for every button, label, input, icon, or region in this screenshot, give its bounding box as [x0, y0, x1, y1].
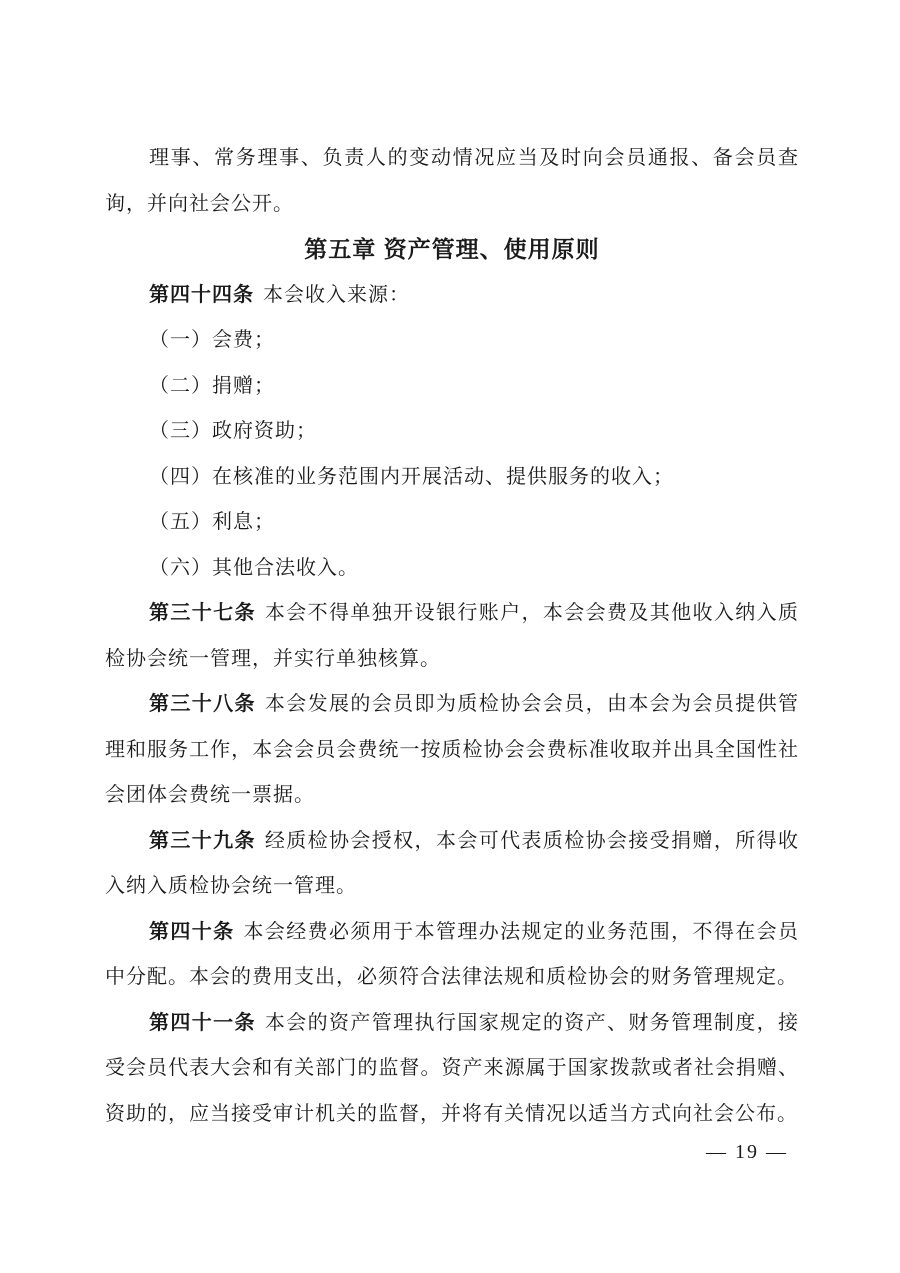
- income-item-1: （一）会费；: [149, 329, 275, 351]
- article-41-text: 本会的资产管理执行国家规定的资产、财务管理制度，接受会员代表大会和有关部门的监督。资产来源属于国家拨款或者社会捐赠、资助的，应当接受审计机关的监督，并将有关情况以适当方式向社会公布。: [105, 1011, 800, 1125]
- income-item-5: （五）利息；: [149, 511, 275, 533]
- paragraph-intro: 理事、常务理事、负责人的变动情况应当及时向会员通报、备会员查询，并向社会公开。: [105, 147, 799, 215]
- article-44-label: 第四十四条: [149, 283, 254, 306]
- chapter-heading: 第五章 资产管理、使用原则: [304, 236, 600, 262]
- article-40-label: 第四十条: [149, 920, 235, 943]
- article-39: [105, 819, 799, 910]
- article-37-label: 第三十七条: [149, 602, 256, 624]
- page-number: — 19 —: [706, 1141, 788, 1163]
- income-item-2: （二）捐赠；: [149, 374, 275, 397]
- document-content: [105, 136, 799, 1137]
- article-38-text: 本会发展的会员即为质检协会会员，由本会为会员提供管理和服务工作，本会会员会费统一按质检协会会费标准收取并出具全国性社会团体会费统一票据。: [105, 693, 800, 806]
- article-37-text: 本会不得单独开设银行账户，本会会费及其他收入纳入质检协会统一管理，并实行单独核算。: [105, 602, 800, 670]
- article-38: [105, 682, 799, 819]
- article-44: [105, 273, 799, 319]
- article-40-text: 本会经费必须用于本管理办法规定的业务范围，不得在会员中分配。本会的费用支出，必须符合法律法规和质检协会的财务管理规定。: [105, 920, 800, 988]
- article-41-label: 第四十一条: [149, 1011, 256, 1034]
- article-39-label: 第三十九条: [149, 829, 256, 852]
- article-41: [105, 1001, 799, 1138]
- article-44-text: 本会收入来源：: [263, 283, 410, 306]
- income-item-6: （六）其他合法收入。: [149, 556, 359, 579]
- article-39-text: 经质检协会授权，本会可代表质检协会接受捐赠，所得收入纳入质检协会统一管理。: [105, 829, 800, 897]
- article-38-label: 第三十八条: [149, 693, 256, 715]
- income-item-3: （三）政府资助；: [149, 420, 317, 442]
- article-37: [105, 591, 799, 682]
- article-40: [105, 910, 799, 1001]
- income-item-4: （四）在核准的业务范围内开展活动、提供服务的收入；: [149, 465, 674, 488]
